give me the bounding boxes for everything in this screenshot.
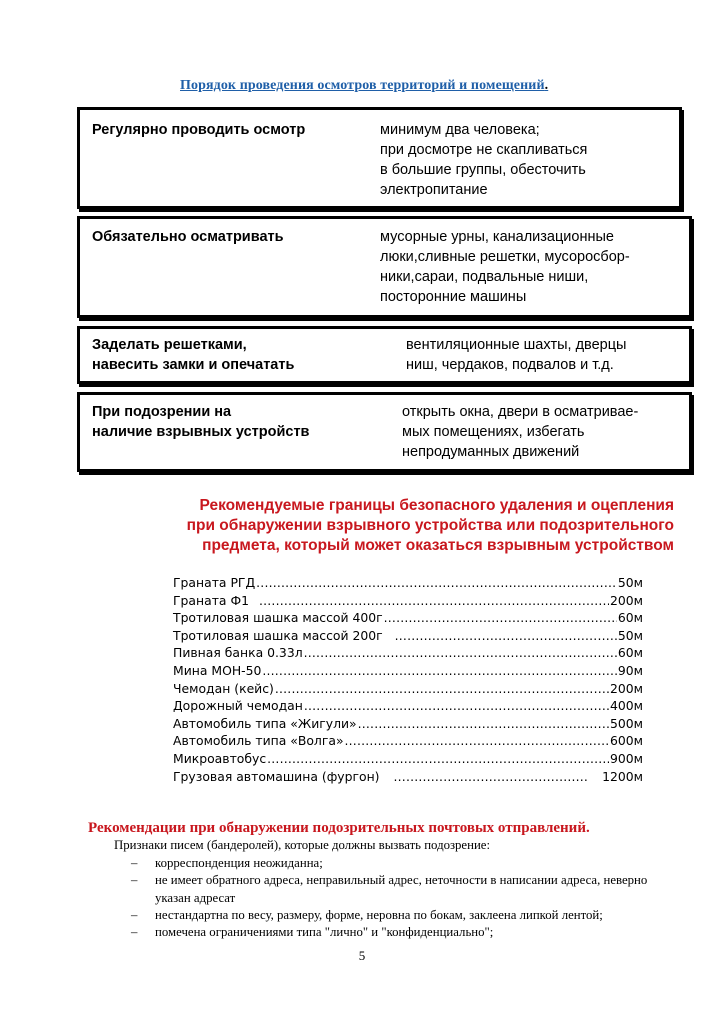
- box-4-detail-line: непродуманных движений: [402, 444, 580, 460]
- box-3-detail-line: вентиляционные шахты, дверцы: [406, 337, 627, 353]
- box-2-details: [380, 227, 630, 307]
- leader-dots: [358, 715, 609, 733]
- box-1-action-line: Регулярно проводить осмотр: [92, 122, 306, 138]
- leader-dots: [394, 768, 589, 786]
- distance-item-label: Автомобиль типа «Волга»: [173, 733, 344, 749]
- distance-value: 500м: [610, 715, 643, 731]
- box-3-action-line: Заделать решетками,: [92, 337, 247, 353]
- distance-value: 60м: [617, 645, 643, 661]
- distance-row: [173, 592, 643, 610]
- distance-value: 50м: [617, 575, 643, 590]
- distance-item-label: Автомобиль типа «Жигули»: [173, 715, 357, 731]
- list-item-text: корреспонденция неожиданна;: [155, 856, 323, 870]
- distance-row: [173, 768, 643, 786]
- list-item: [131, 907, 676, 924]
- distance-row: [173, 732, 643, 750]
- list-item-text: помечена ограничениями типа "лично" и "конфиденциально";: [155, 925, 494, 940]
- leader-dots: [384, 609, 617, 627]
- dash-bullet: –: [131, 856, 138, 870]
- leader-dots: [345, 732, 609, 750]
- box-1-detail-line: в большие группы, обесточить: [380, 162, 586, 178]
- dash-bullet: –: [131, 925, 138, 940]
- distance-value: 200м: [610, 592, 643, 608]
- leader-dots: [304, 644, 617, 662]
- dash-bullet: –: [131, 907, 138, 922]
- box-4-detail-line: открыть окна, двери в осматривае-: [402, 404, 639, 420]
- box-1-action: [92, 120, 305, 140]
- postal-heading: Рекомендации при обнаружении подозрительных почтовых отправлений.: [88, 820, 590, 836]
- distance-item-label: Пивная банка 0.33л: [173, 645, 303, 661]
- box-3-action: [92, 335, 294, 375]
- distance-value: 900м: [610, 750, 643, 766]
- leader-dots: [259, 592, 609, 610]
- box-1-detail-line: минимум два человека;: [380, 122, 540, 138]
- procedure-box-1: [77, 107, 682, 209]
- page-title-text: Порядок проведения осмотров территорий и помещений: [180, 78, 545, 93]
- distance-item-label: Микроавтобус: [173, 750, 267, 766]
- safe-distance-heading-line: Рекомендуемые границы безопасного удаления и оцепления: [199, 497, 674, 514]
- list-item: [131, 924, 676, 941]
- leader-dots: [262, 662, 617, 680]
- postal-intro: Признаки писем (бандеролей), которые должны вызвать подозрение:: [114, 838, 491, 852]
- page-number: 5: [358, 948, 366, 963]
- box-4-action-line: При подозрении на: [92, 404, 232, 420]
- safe-distance-heading: [54, 496, 674, 556]
- distance-row: [173, 715, 643, 733]
- distance-item-label: Чемодан (кейс): [173, 680, 274, 696]
- box-2-detail-line: посторонние машины: [380, 289, 527, 305]
- safe-distance-heading-line: при обнаружении взрывного устройства или подозрительного: [186, 517, 674, 534]
- box-2-detail-line: люки,сливные решетки, мусоросбор-: [380, 249, 630, 265]
- list-item: [131, 855, 676, 872]
- box-4-action-line: наличие взрывных устройств: [92, 424, 310, 440]
- distance-item-label: Мина МОН-50: [173, 662, 262, 678]
- distance-item-label: Тротиловая шашка массой 200г: [173, 627, 383, 643]
- box-3-details: [406, 335, 626, 375]
- distance-row: [173, 627, 643, 645]
- distance-row: [173, 574, 643, 592]
- leader-dots: [275, 680, 609, 698]
- box-1-detail-line: электропитание: [380, 182, 488, 198]
- distance-value: 90м: [617, 662, 643, 678]
- list-item-text: нестандартна по весу, размеру, форме, неровна по бокам, заклеена липкой лентой;: [155, 907, 603, 922]
- box-2-action-line: Обязательно осматривать: [92, 229, 284, 245]
- list-item-text: не имеет обратного адреса, неправильный адрес, неточности в написании адреса, неверно указан адресат: [155, 873, 648, 905]
- box-2-detail-line: ники,сараи, подвальные ниши,: [380, 269, 589, 285]
- distance-item-label: Граната Ф1: [173, 592, 250, 608]
- distance-value: 600м: [610, 733, 643, 749]
- distance-row: [173, 697, 643, 715]
- distance-row: [173, 680, 643, 698]
- distance-item-label: Граната РГД: [173, 575, 256, 590]
- dash-bullet: –: [131, 873, 138, 888]
- safe-distance-list: [173, 574, 643, 785]
- page-title-period: .: [544, 78, 549, 93]
- list-item: [131, 872, 676, 907]
- distance-item-label: Грузовая автомашина (фургон): [173, 768, 380, 784]
- leader-dots: [256, 574, 617, 592]
- distance-row: [173, 609, 643, 627]
- postal-signs-list: [131, 855, 676, 941]
- distance-value: 50м: [617, 627, 643, 643]
- page-title: [180, 78, 640, 94]
- distance-row: [173, 644, 643, 662]
- procedure-box-2: [77, 216, 692, 318]
- distance-value: 400м: [610, 698, 643, 714]
- box-1-detail-line: при досмотре не скапливаться: [380, 142, 588, 158]
- procedure-box-4: [77, 392, 692, 472]
- box-4-action: [92, 402, 309, 442]
- box-2-detail-line: мусорные урны, канализационные: [380, 229, 614, 245]
- leader-dots: [304, 697, 609, 715]
- distance-value: 60м: [617, 610, 643, 626]
- procedure-box-3: [77, 326, 692, 384]
- leader-dots: [395, 627, 617, 645]
- distance-item-label: Тротиловая шашка массой 400г: [173, 610, 383, 626]
- distance-row: [173, 662, 643, 680]
- distance-row: [173, 750, 643, 768]
- leader-dots: [267, 750, 609, 768]
- distance-value: 200м: [610, 680, 643, 696]
- box-4-detail-line: мых помещениях, избегать: [402, 424, 585, 440]
- safe-distance-heading-line: предмета, который может оказаться взрывным устройством: [202, 537, 674, 554]
- distance-item-label: Дорожный чемодан: [173, 698, 303, 714]
- box-4-details: [402, 402, 638, 462]
- box-1-details: [380, 120, 587, 200]
- box-3-detail-line: ниш, чердаков, подвалов и т.д.: [406, 357, 614, 373]
- box-3-action-line: навесить замки и опечатать: [92, 357, 295, 373]
- box-2-action: [92, 227, 284, 247]
- distance-value: 1200м: [602, 768, 643, 784]
